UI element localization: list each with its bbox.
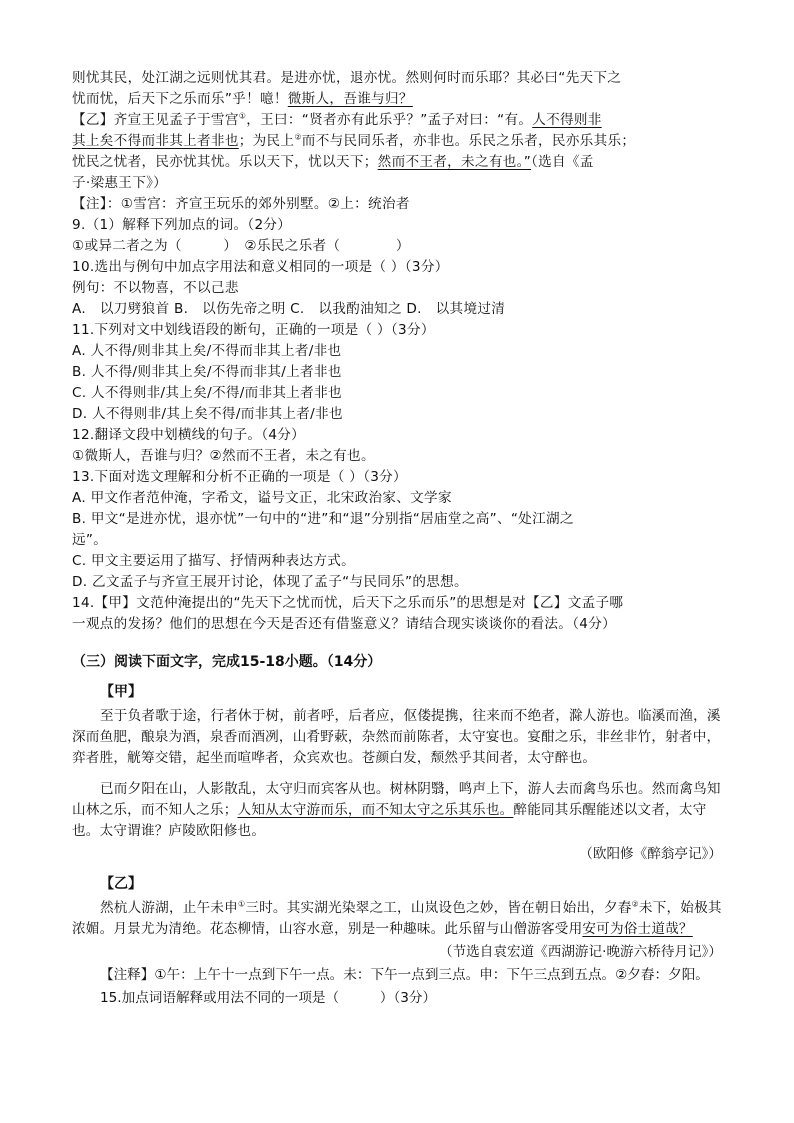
- question-11-option-d: D. 人不得则非/其上矣不得/而非其上者/非也: [72, 406, 343, 422]
- passage-jia-paragraph-1: 至于负者歌于途，行者休于树，前者呼，后者应，伛偻提携，往来而不绝者，滁人游也。临溪而渔，溪深而鱼肥，酿泉为酒，泉香而酒冽，山肴野蔌，杂然而前陈者，太守宴也。宴酣之乐，非丝非竹，射者中，弈者胜，觥筹交错，起坐而喧哗者，众宾欢也。苍颜白发，颓然乎其间者，太守醉也。: [72, 708, 721, 766]
- question-10-example: 例句：不以物喜，不以己悲: [72, 280, 239, 296]
- underlined-sentence-4: 安可为俗士道哉？: [582, 921, 693, 937]
- question-13-option-d: D. 乙文孟子与齐宣王展开讨论，体现了孟子“与民同乐”的思想。: [72, 574, 468, 590]
- passage-text: 醉能同其乐醒能述以文者，太守也。太守谓谁？庐陵欧阳修也。: [72, 802, 707, 839]
- question-13: 13.下面对选文理解和分析不正确的一项是（ ）（3分）: [72, 469, 407, 485]
- underlined-sentence-1: 微斯人，吾谁与归？: [287, 91, 413, 107]
- yi-text-plain: 忧民之忧者，民亦忧其忧。乐以天下，忧以天下；: [72, 154, 378, 170]
- footnote-mark: ①: [237, 899, 246, 909]
- question-14-cont: 一观点的发扬？他们的思想在今天是否还有借鉴意义？请结合现实谈谈你的看法。（4分）: [72, 616, 617, 632]
- passage-annotation: 【注释】①午：上午十一点到下午一点。未：下午一点到三点。申：下午三点到五点。②夕舂：夕阳。: [100, 967, 709, 983]
- question-13-option-b-cont: 远”。: [72, 532, 108, 548]
- question-13-option-a: A. 甲文作者范仲淹，字希文，谥号文正，北宋政治家、文学家: [72, 490, 452, 506]
- yi-text-plain: ，王曰：“贤者亦有此乐乎？”孟子对曰：“有。: [246, 112, 533, 128]
- exam-page: [72, 68, 724, 1009]
- question-11-option-c: C. 人不得则非/其上矣/不得/而非其上者非也: [72, 385, 342, 401]
- passage-text: 未下，始极其浓媚。月景尤为清绝。花态柳情，山容水意，别是一种趣味。此乐留与山僧游客受用: [72, 900, 722, 937]
- yi-text-line-1: [72, 110, 724, 131]
- yi-text-line-3: [72, 152, 724, 173]
- question-11: 11.下列对文中划线语段的断句，正确的一项是（ ）（3分）: [72, 322, 435, 338]
- question-11-option-b: B. 人不得/则非其上矣/不得而非其/上者非也: [72, 364, 342, 380]
- section-3-heading: （三）阅读下面文字，完成15-18小题。（14分）: [72, 654, 382, 670]
- footnote-mark: ①: [238, 111, 247, 121]
- underlined-sentence-3: 人知从太守游而乐，而不知太守之乐其乐也。: [237, 802, 514, 818]
- question-9-items: ①或异二者之为（ ） ②乐民之乐者（ ）: [72, 238, 410, 254]
- passage-text: 然杭人游湖，止午未申: [100, 900, 238, 916]
- question-15: 15.加点词语解释或用法不同的一项是（ ）（3分）: [100, 990, 437, 1006]
- yi-text-plain: 而不与民同乐者，亦非也。乐民之乐者，民亦乐其乐；: [301, 133, 636, 149]
- underlined-segment: 其上矣不得而非其上者非也: [72, 133, 239, 149]
- question-14: 14.【甲】文范仲淹提出的“先天下之忧而忧，后天下之乐而乐”的思想是对【乙】文孟子哪: [72, 595, 624, 611]
- question-13-option-b: B. 甲文“是进亦忧，退亦忧”一句中的“进”和“退”分别指“居庙堂之高”、“处江湖之: [72, 511, 574, 527]
- question-13-option-c: C. 甲文主要运用了描写、抒情两种表达方式。: [72, 553, 356, 569]
- passage-text: 三时。其实湖光染翠之工，山岚设色之妙，皆在朝日始出，夕舂: [245, 900, 632, 916]
- passage-text: 已而夕阳在山，人影散乱，太守归而宾客从也。树林阴翳，鸣声上下，游人去而禽鸟乐也。然而禽鸟知山林之乐，而不知人之乐；: [72, 781, 721, 818]
- jia-text-plain: 忧而忧，后天下之乐而乐”乎！噫！: [72, 91, 288, 107]
- footnote-mark: ②: [294, 132, 302, 142]
- passage-jia-tag: 【甲】: [100, 684, 142, 700]
- question-9: 9.（1）解释下列加点的词。（2分）: [72, 217, 292, 233]
- source-citation-2: （节选自袁宏道《西湖游记·晚游六桥待月记》）: [439, 944, 722, 960]
- passage-jia-paragraph-2: [72, 779, 724, 842]
- source-citation-1: （欧阳修《醉翁亭记》）: [579, 846, 722, 862]
- passage-yi-tag: 【乙】: [100, 876, 142, 892]
- footnote-mark: ②: [631, 899, 639, 909]
- underlined-sentence-2: 然而不王者，未之有也。”: [377, 154, 532, 170]
- jia-text-line-2: [72, 89, 724, 110]
- question-12-items: ①微斯人，吾谁与归？②然而不王者，未之有也。: [72, 448, 375, 464]
- question-12: 12.翻译文段中划横线的句子。（4分）: [72, 427, 306, 443]
- passage-yi-paragraph: [72, 898, 724, 940]
- yi-text-line-2: [72, 131, 724, 152]
- question-11-option-a: A. 人不得/则非其上矣/不得而非其上者/非也: [72, 343, 342, 359]
- annotation: 【注】：①雪宫：齐宣王玩乐的郊外别墅。②上：统治者: [72, 196, 410, 212]
- jia-text-line-1: 则忧其民，处江湖之远则忧其君。是进亦忧，退亦忧。然则何时而乐耶？其必曰“先天下之: [72, 70, 622, 86]
- yi-text-line-4: 子·梁惠王下》）: [72, 175, 168, 191]
- question-10: 10.选出与例句中加点字用法和意义相同的一项是（ ）（3分）: [72, 259, 449, 275]
- yi-text-plain: （选自《孟: [531, 154, 594, 170]
- yi-text-plain: 【乙】齐宣王见孟子于雪宫: [72, 112, 239, 128]
- yi-text-plain: ；为民上: [238, 133, 295, 149]
- question-10-options: A. 以刀劈狼首 B. 以伤先帝之明 C. 以我酌油知之 D. 以其境过清: [72, 301, 506, 317]
- underlined-segment: 人不得则非: [532, 112, 602, 128]
